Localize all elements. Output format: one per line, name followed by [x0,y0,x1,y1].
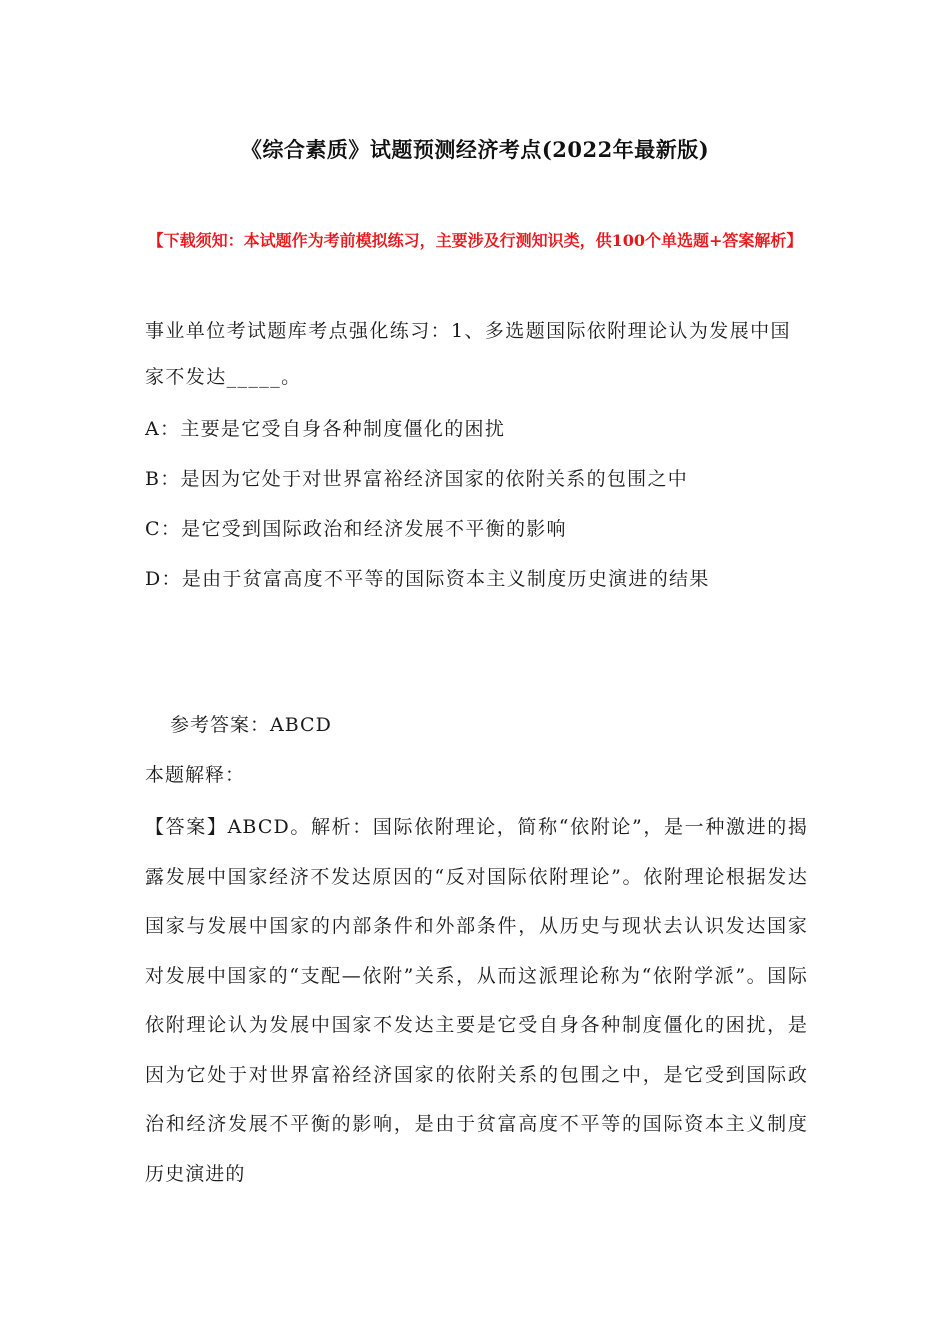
option-b: B：是因为它处于对世界富裕经济国家的依附关系的包围之中 [145,468,689,490]
explanation-text: 【答案】ABCD。解析：国际依附理论，简称“依附论”，是一种激进的揭露发展中国家经济不发达原因的“反对国际依附理论”。依附理论根据发达国家与发展中国家的内部条件和外部条件，从历史与现状去认识发达国家对发展中国家的“支配—依附”关系，从而这派理论称为“依附学派”。国际依附理论认为发展中国家不发达主要是它受自身各种制度僵化的困扰，是因为它处于对世界富裕经济国家的依附关系的包围之中，是它受到国际政治和经济发展不平衡的影响，是由于贫富高度不平等的国际资本主义制度历史演进的 [145,816,808,1185]
option-d: D：是由于贫富高度不平等的国际资本主义制度历史演进的结果 [145,568,710,590]
reference-answer: 参考答案：ABCD [170,714,332,736]
explanation-heading: 本题解释： [145,764,246,786]
question-text: 事业单位考试题库考点强化练习：1、多选题国际依附理论认为发展中国家不发达_____。 [145,320,791,388]
download-notice: 【下载须知：本试题作为考前模拟练习，主要涉及行测知识类，供100个单选题+答案解析】 [147,231,803,250]
options-list [145,404,810,604]
option-c: C：是它受到国际政治和经济发展不平衡的影响 [145,518,567,540]
option-a: A：主要是它受自身各种制度僵化的困扰 [145,418,506,440]
document-title: 《综合素质》试题预测经济考点(2022年最新版) [240,137,710,162]
